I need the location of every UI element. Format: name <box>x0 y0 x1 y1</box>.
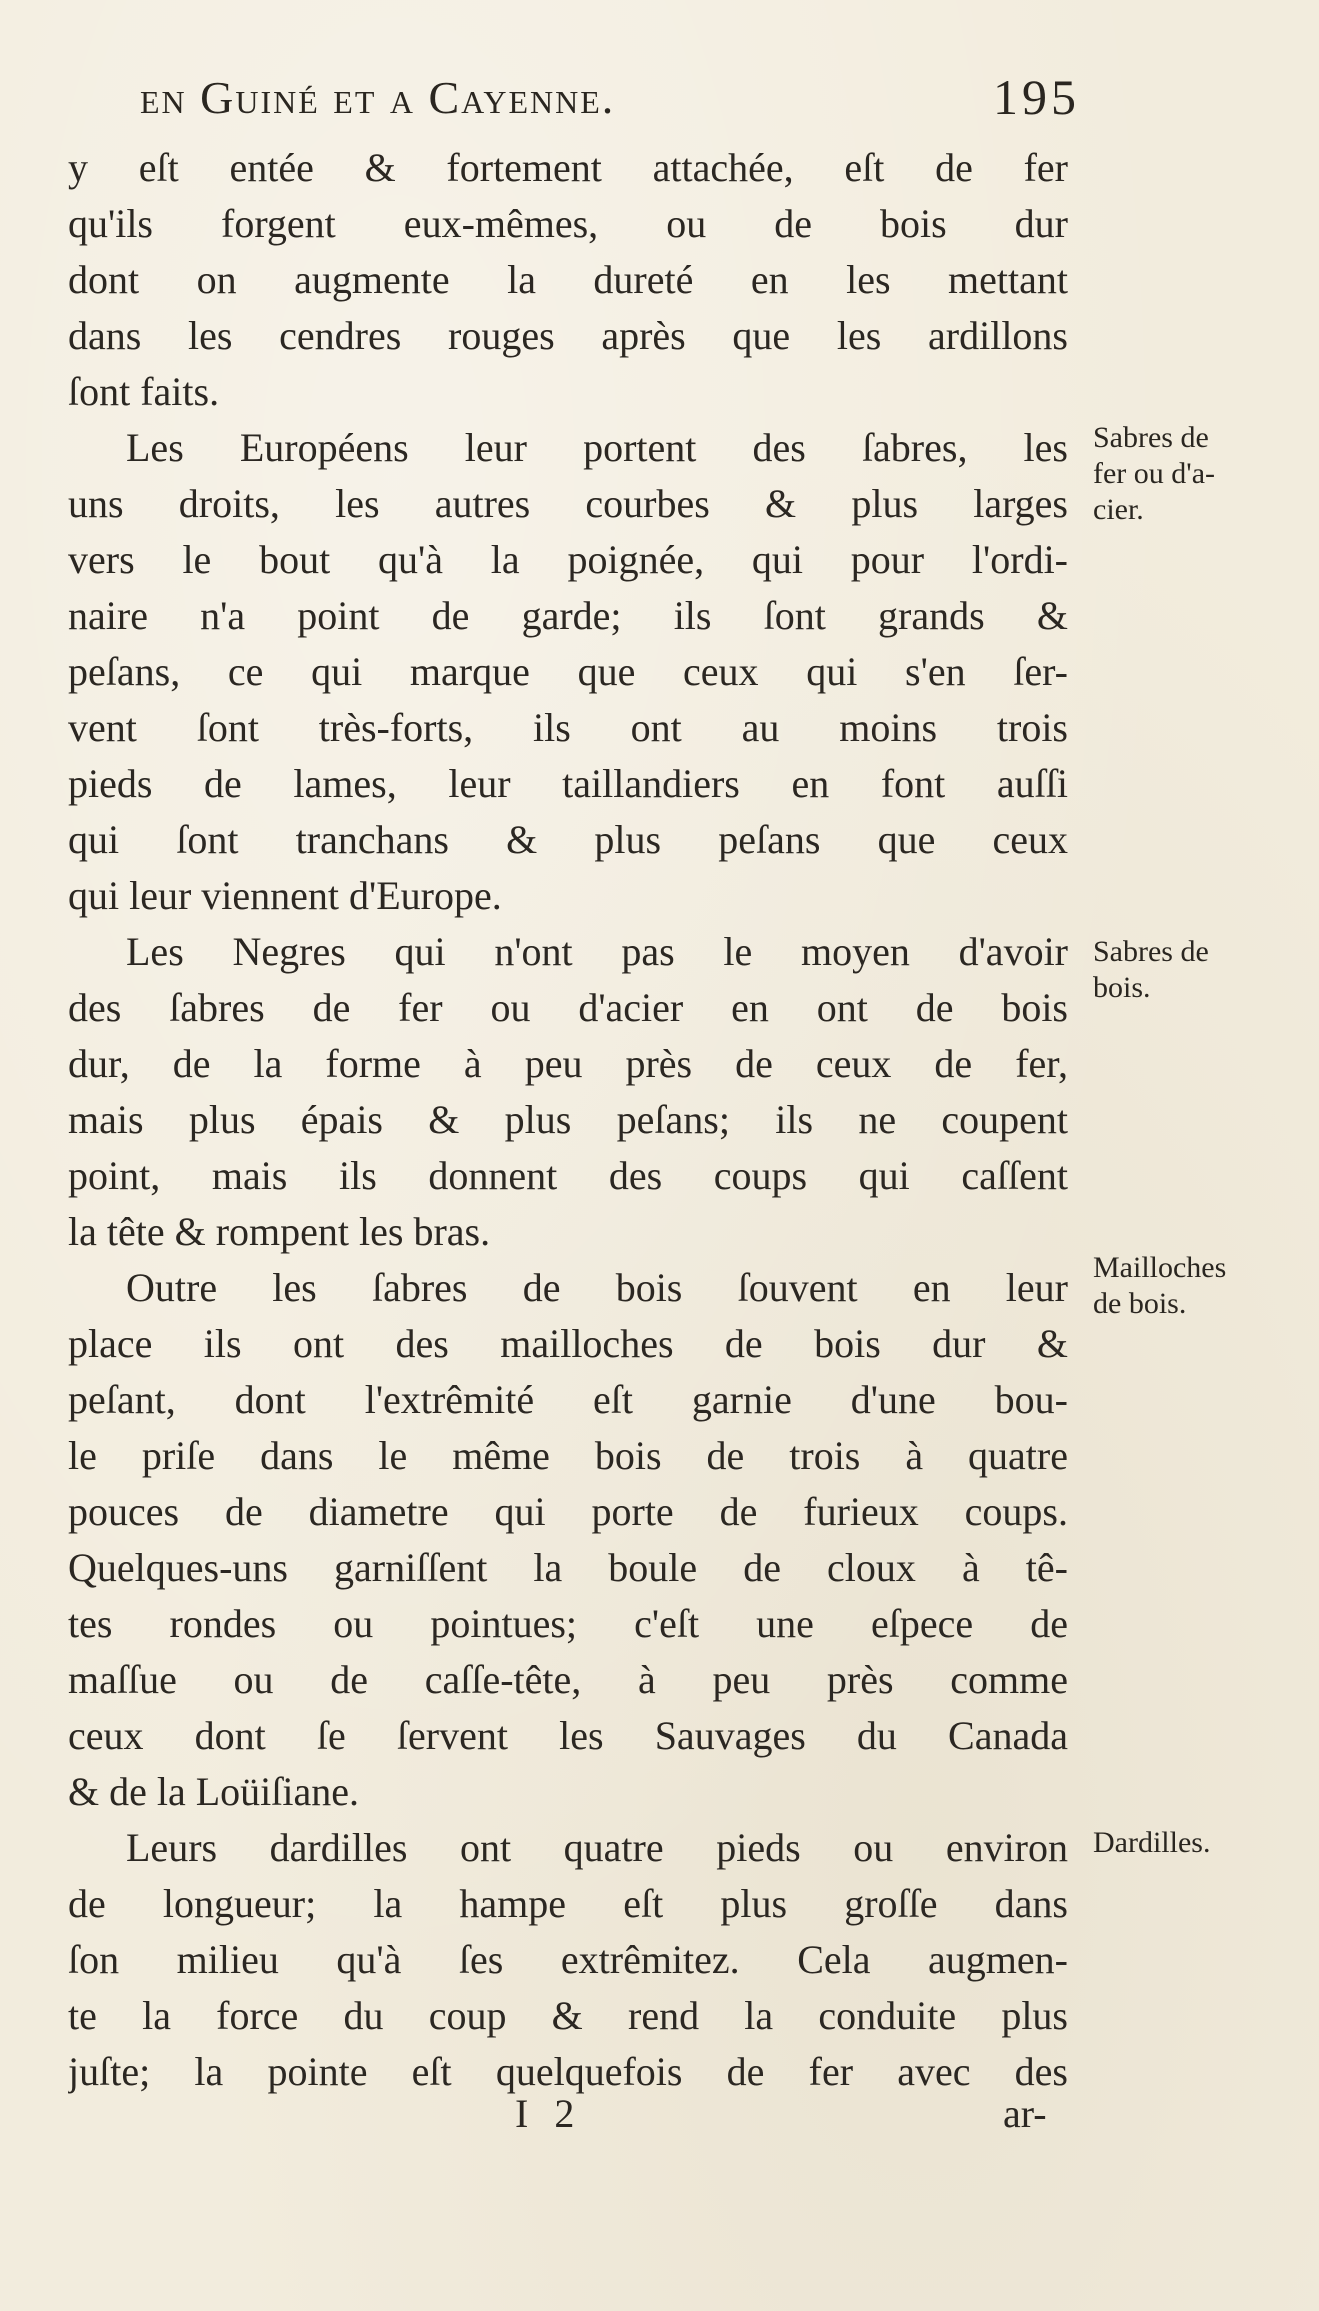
text-line: Outre les ſabres de bois ſouvent en leur <box>126 1265 1068 1310</box>
text-line: maſſue ou de caſſe-tête, à peu près comme <box>68 1657 1068 1702</box>
page-header <box>140 62 1080 132</box>
text-line: pieds de lames, leur taillandiers en font auſſi <box>68 761 1068 806</box>
text-line: la tête & rompent les bras. <box>68 1209 491 1254</box>
catchword: ar- <box>1003 2091 1047 2136</box>
text-line: te la force du coup & rend la conduite plus <box>68 1993 1068 2038</box>
page-number: 195 <box>993 69 1080 125</box>
text-line: ſon milieu qu'à ſes extrêmitez. Cela augmen- <box>68 1937 1068 1982</box>
text-line: qu'ils forgent eux-mêmes, ou de bois dur <box>68 201 1068 246</box>
text-line: place ils ont des mailloches de bois dur & <box>68 1321 1068 1366</box>
text-line: qui ſont tranchans & plus peſans que ceux <box>68 817 1068 862</box>
text-line: qui leur viennent d'Europe. <box>68 873 502 918</box>
text-line: Quelques-uns garniſſent la boule de cloux à tê- <box>68 1545 1068 1590</box>
text-line: naire n'a point de garde; ils ſont grands & <box>68 593 1068 638</box>
text-line: des ſabres de fer ou d'acier en ont de bois <box>68 985 1068 1030</box>
text-line: peſans, ce qui marque que ceux qui s'en ſer- <box>68 649 1068 694</box>
text-line: le priſe dans le même bois de trois à quatre <box>68 1433 1068 1478</box>
running-head: en Guiné et a Cayenne. <box>140 71 616 123</box>
text-line: dans les cendres rouges après que les ardillons <box>68 313 1068 358</box>
text-line: pouces de diametre qui porte de furieux coups. <box>68 1489 1068 1534</box>
text-line: point, mais ils donnent des coups qui caſſent <box>68 1153 1068 1198</box>
text-line: vers le bout qu'à la poignée, qui pour l'ordi- <box>68 537 1068 582</box>
text-line: ceux dont ſe ſervent les Sauvages du Canada <box>68 1713 1068 1758</box>
text-line: Les Européens leur portent des ſabres, les <box>126 425 1068 470</box>
margin-note-sabres-fer: Sabres de fer ou d'a- cier. <box>1093 421 1216 526</box>
text-line: dont on augmente la dureté en les mettant <box>68 257 1068 302</box>
text-line: de longueur; la hampe eſt plus groſſe dans <box>68 1881 1068 1926</box>
signature-mark: I 2 <box>515 2091 583 2136</box>
margin-note-dardilles: Dardilles. <box>1093 1826 1211 1859</box>
margin-note-sabres-bois: Sabres de bois. <box>1093 935 1209 1004</box>
text-line: y eſt entée & fortement attachée, eſt de fer <box>68 145 1068 190</box>
text-line: & de la Loüiſiane. <box>68 1769 360 1814</box>
text-line: uns droits, les autres courbes & plus larges <box>68 481 1068 526</box>
text-line: Leurs dardilles ont quatre pieds ou environ <box>126 1825 1068 1870</box>
text-line: tes rondes ou pointues; c'eſt une eſpece de <box>68 1601 1068 1646</box>
text-line: Les Negres qui n'ont pas le moyen d'avoir <box>126 929 1068 974</box>
text-line: juſte; la pointe eſt quelquefois de fer avec des <box>68 2049 1068 2094</box>
text-line: ſont faits. <box>68 369 220 414</box>
margin-note-mailloches: Mailloches de bois. <box>1093 1251 1227 1320</box>
text-line: vent ſont très-forts, ils ont au moins trois <box>68 705 1068 750</box>
text-line: mais plus épais & plus peſans; ils ne coupent <box>68 1097 1068 1142</box>
text-line: dur, de la forme à peu près de ceux de fer, <box>68 1041 1068 1086</box>
body-text <box>68 140 1068 2100</box>
text-line: peſant, dont l'extrêmité eſt garnie d'une bou- <box>68 1377 1068 1422</box>
